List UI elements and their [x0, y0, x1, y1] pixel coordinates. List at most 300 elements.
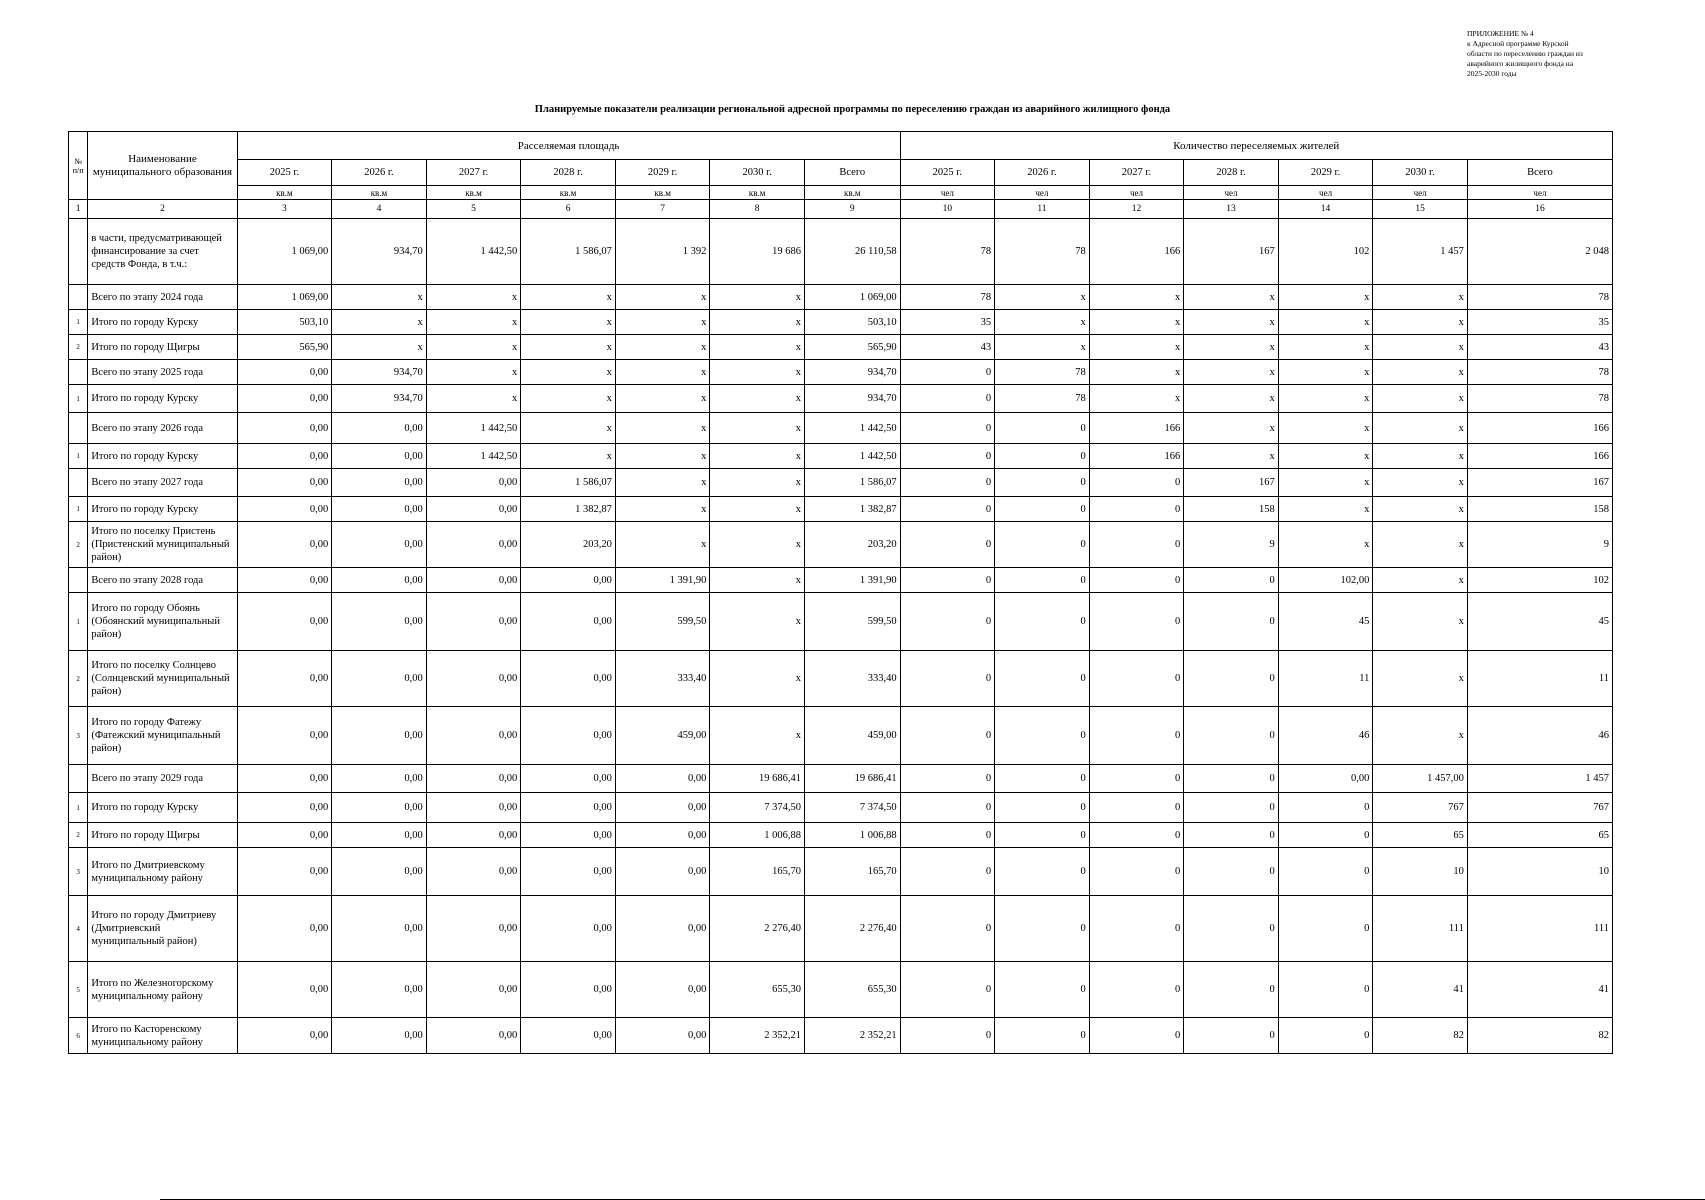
area-value-cell: 26 110,58	[804, 219, 900, 285]
people-value-cell: 158	[1184, 497, 1279, 522]
row-number: 1	[69, 793, 88, 823]
people-value-cell: 0	[900, 497, 995, 522]
table-row	[69, 568, 1613, 593]
people-value-cell: 1 457	[1467, 765, 1612, 793]
header-year: 2026 г.	[995, 160, 1090, 186]
area-value-cell: 0,00	[521, 1018, 616, 1054]
area-value-cell: 0,00	[426, 962, 521, 1018]
row-number	[69, 285, 88, 310]
area-value-cell: 0,00	[237, 385, 332, 413]
people-value-cell: x	[1278, 310, 1373, 335]
area-value-cell: 19 686,41	[710, 765, 805, 793]
people-value-cell: x	[1373, 444, 1468, 469]
area-value-cell: 0,00	[426, 765, 521, 793]
municipality-name: Итого по городу Курску	[88, 497, 237, 522]
area-value-cell: 0,00	[237, 568, 332, 593]
area-value-cell: x	[426, 360, 521, 385]
area-value-cell: 0,00	[521, 793, 616, 823]
header-year: 2025 г.	[237, 160, 332, 186]
area-value-cell: 165,70	[710, 848, 805, 896]
area-value-cell: 0,00	[332, 469, 427, 497]
indicators-table	[68, 131, 1613, 1054]
unit-people: чел	[995, 186, 1090, 200]
area-value-cell: x	[710, 469, 805, 497]
area-value-cell: 7 374,50	[710, 793, 805, 823]
unit-people: чел	[1278, 186, 1373, 200]
people-value-cell: x	[1278, 522, 1373, 568]
people-value-cell: 78	[1467, 285, 1612, 310]
municipality-name: Всего по этапу 2024 года	[88, 285, 237, 310]
area-value-cell: 0,00	[332, 522, 427, 568]
people-value-cell: x	[1373, 335, 1468, 360]
people-value-cell: x	[1373, 360, 1468, 385]
municipality-name: Итого по городу Курску	[88, 310, 237, 335]
area-value-cell: 2 276,40	[710, 896, 805, 962]
area-value-cell: 0,00	[426, 497, 521, 522]
area-value-cell: 19 686,41	[804, 765, 900, 793]
people-value-cell: 0	[995, 962, 1090, 1018]
municipality-name: в части, предусматривающей финансирование за счет средств Фонда, в т.ч.:	[88, 219, 237, 285]
people-value-cell: 11	[1278, 651, 1373, 707]
row-number: 1	[69, 497, 88, 522]
area-value-cell: x	[710, 285, 805, 310]
header-year: 2028 г.	[1184, 160, 1279, 186]
area-value-cell: 2 352,21	[710, 1018, 805, 1054]
area-value-cell: x	[426, 310, 521, 335]
people-value-cell: 0	[995, 497, 1090, 522]
unit-people: чел	[1467, 186, 1612, 200]
area-value-cell: 0,00	[332, 823, 427, 848]
municipality-name: Всего по этапу 2026 года	[88, 413, 237, 444]
row-number: 2	[69, 335, 88, 360]
people-value-cell: 111	[1467, 896, 1612, 962]
area-value-cell: x	[710, 335, 805, 360]
people-value-cell: x	[1373, 469, 1468, 497]
area-value-cell: 0,00	[332, 497, 427, 522]
row-number: 3	[69, 848, 88, 896]
people-value-cell: 11	[1467, 651, 1612, 707]
municipality-name: Итого по Касторенскому муниципальному району	[88, 1018, 237, 1054]
area-value-cell: 333,40	[615, 651, 710, 707]
header-year: 2030 г.	[1373, 160, 1468, 186]
area-value-cell: 0,00	[521, 593, 616, 651]
appendix-line: ПРИЛОЖЕНИЕ № 4	[1467, 29, 1534, 38]
area-value-cell: x	[615, 385, 710, 413]
area-value-cell: x	[615, 285, 710, 310]
people-value-cell: 0	[900, 823, 995, 848]
municipality-name: Всего по этапу 2025 года	[88, 360, 237, 385]
area-value-cell: 0,00	[615, 793, 710, 823]
people-value-cell: 0	[1278, 793, 1373, 823]
people-value-cell: 102,00	[1278, 568, 1373, 593]
people-value-cell: 166	[1467, 413, 1612, 444]
area-value-cell: x	[615, 444, 710, 469]
area-value-cell: 503,10	[804, 310, 900, 335]
table-row	[69, 522, 1613, 568]
area-value-cell: 0,00	[521, 848, 616, 896]
people-value-cell: 0	[995, 765, 1090, 793]
people-value-cell: 0	[1089, 823, 1184, 848]
area-value-cell: 503,10	[237, 310, 332, 335]
area-value-cell: 19 686	[710, 219, 805, 285]
area-value-cell: x	[710, 360, 805, 385]
table-row	[69, 497, 1613, 522]
row-number: 4	[69, 896, 88, 962]
municipality-name: Итого по поселку Пристень (Пристенский муниципальный район)	[88, 522, 237, 568]
header-year: 2029 г.	[1278, 160, 1373, 186]
area-value-cell: 1 442,50	[426, 413, 521, 444]
people-value-cell: x	[1089, 360, 1184, 385]
row-number: 2	[69, 522, 88, 568]
people-value-cell: 0	[1089, 522, 1184, 568]
area-value-cell: 0,00	[426, 593, 521, 651]
people-value-cell: 0	[995, 522, 1090, 568]
people-value-cell: 0	[1184, 1018, 1279, 1054]
people-value-cell: 82	[1467, 1018, 1612, 1054]
area-value-cell: 165,70	[804, 848, 900, 896]
column-number: 12	[1089, 200, 1184, 219]
people-value-cell: 0	[900, 793, 995, 823]
people-value-cell: x	[1089, 310, 1184, 335]
area-value-cell: 0,00	[332, 896, 427, 962]
area-value-cell: 0,00	[521, 707, 616, 765]
area-value-cell: 2 352,21	[804, 1018, 900, 1054]
people-value-cell: 0	[900, 765, 995, 793]
people-value-cell: 0	[900, 1018, 995, 1054]
area-value-cell: 0,00	[237, 1018, 332, 1054]
column-number: 11	[995, 200, 1090, 219]
row-number: 1	[69, 593, 88, 651]
area-value-cell: 0,00	[237, 522, 332, 568]
people-value-cell: x	[1184, 285, 1279, 310]
people-value-cell: 0	[1184, 568, 1279, 593]
area-value-cell: x	[521, 385, 616, 413]
area-value-cell: 1 586,07	[804, 469, 900, 497]
people-value-cell: 0	[900, 385, 995, 413]
people-value-cell: 0	[995, 444, 1090, 469]
people-value-cell: 10	[1467, 848, 1612, 896]
area-value-cell: 0,00	[237, 360, 332, 385]
table-row	[69, 335, 1613, 360]
area-value-cell: 0,00	[426, 848, 521, 896]
municipality-name: Итого по поселку Солнцево (Солнцевский муниципальный район)	[88, 651, 237, 707]
row-number: 1	[69, 385, 88, 413]
people-value-cell: x	[1184, 360, 1279, 385]
people-value-cell: 0	[1089, 848, 1184, 896]
area-value-cell: 1 382,87	[521, 497, 616, 522]
table-row	[69, 360, 1613, 385]
area-value-cell: x	[332, 285, 427, 310]
people-value-cell: 78	[995, 219, 1090, 285]
row-number: 6	[69, 1018, 88, 1054]
area-value-cell: 7 374,50	[804, 793, 900, 823]
area-value-cell: x	[710, 444, 805, 469]
people-value-cell: 0	[1089, 765, 1184, 793]
table-row	[69, 469, 1613, 497]
area-value-cell: 565,90	[804, 335, 900, 360]
area-value-cell: 0,00	[615, 823, 710, 848]
header-number: № п/п	[69, 132, 88, 200]
people-value-cell: 166	[1089, 444, 1184, 469]
people-value-cell: 0	[900, 360, 995, 385]
municipality-name: Итого по городу Курску	[88, 793, 237, 823]
area-value-cell: 0,00	[332, 593, 427, 651]
municipality-name: Итого по городу Щигры	[88, 823, 237, 848]
header-year: 2027 г.	[426, 160, 521, 186]
area-value-cell: 1 069,00	[237, 285, 332, 310]
people-value-cell: 0	[995, 793, 1090, 823]
people-value-cell: 102	[1278, 219, 1373, 285]
area-value-cell: 0,00	[237, 444, 332, 469]
people-value-cell: 166	[1467, 444, 1612, 469]
unit-area: кв.м	[237, 186, 332, 200]
people-value-cell: 0	[1184, 707, 1279, 765]
area-value-cell: 0,00	[521, 823, 616, 848]
unit-area: кв.м	[332, 186, 427, 200]
area-value-cell: 0,00	[332, 413, 427, 444]
people-value-cell: 0	[1089, 1018, 1184, 1054]
column-number: 5	[426, 200, 521, 219]
people-value-cell: 0	[1184, 765, 1279, 793]
unit-people: чел	[900, 186, 995, 200]
appendix-line: 2025-2030 годы	[1467, 69, 1517, 78]
area-value-cell: 0,00	[615, 848, 710, 896]
people-value-cell: 1 457,00	[1373, 765, 1468, 793]
area-value-cell: 1 391,90	[615, 568, 710, 593]
area-value-cell: 934,70	[332, 360, 427, 385]
area-value-cell: 1 006,88	[710, 823, 805, 848]
row-number: 2	[69, 823, 88, 848]
people-value-cell: 0	[995, 1018, 1090, 1054]
area-value-cell: 0,00	[332, 848, 427, 896]
area-value-cell: 0,00	[237, 793, 332, 823]
area-value-cell: 0,00	[332, 793, 427, 823]
area-value-cell: 0,00	[237, 707, 332, 765]
people-value-cell: 167	[1467, 469, 1612, 497]
people-value-cell: 0	[1184, 896, 1279, 962]
area-value-cell: 333,40	[804, 651, 900, 707]
unit-area: кв.м	[615, 186, 710, 200]
people-value-cell: 167	[1184, 219, 1279, 285]
area-value-cell: x	[710, 522, 805, 568]
people-value-cell: x	[1373, 651, 1468, 707]
area-value-cell: 0,00	[521, 962, 616, 1018]
column-number: 8	[710, 200, 805, 219]
column-number: 9	[804, 200, 900, 219]
area-value-cell: 0,00	[426, 707, 521, 765]
area-value-cell: 0,00	[426, 522, 521, 568]
people-value-cell: 0	[1089, 651, 1184, 707]
people-value-cell: x	[1373, 413, 1468, 444]
unit-area: кв.м	[426, 186, 521, 200]
municipality-name: Всего по этапу 2028 года	[88, 568, 237, 593]
people-value-cell: 0	[1278, 1018, 1373, 1054]
people-value-cell: 0	[995, 896, 1090, 962]
municipality-name: Итого по городу Щигры	[88, 335, 237, 360]
area-value-cell: x	[710, 413, 805, 444]
table-row	[69, 219, 1613, 285]
municipality-name: Всего по этапу 2029 года	[88, 765, 237, 793]
area-value-cell: 1 442,50	[426, 219, 521, 285]
area-value-cell: 0,00	[237, 469, 332, 497]
table-row	[69, 765, 1613, 793]
area-value-cell: x	[615, 522, 710, 568]
column-number: 10	[900, 200, 995, 219]
area-value-cell: x	[710, 651, 805, 707]
area-value-cell: 0,00	[426, 823, 521, 848]
municipality-name: Всего по этапу 2027 года	[88, 469, 237, 497]
area-value-cell: x	[615, 360, 710, 385]
area-value-cell: 0,00	[237, 823, 332, 848]
people-value-cell: 0	[995, 568, 1090, 593]
appendix-line: к Адресной программе Курской	[1467, 39, 1569, 48]
people-value-cell: 65	[1467, 823, 1612, 848]
people-value-cell: x	[1089, 285, 1184, 310]
people-value-cell: 0	[995, 469, 1090, 497]
people-value-cell: 78	[900, 285, 995, 310]
unit-people: чел	[1184, 186, 1279, 200]
people-value-cell: 0	[1278, 823, 1373, 848]
municipality-name: Итого по Дмитриевскому муниципальному району	[88, 848, 237, 896]
area-value-cell: x	[615, 497, 710, 522]
area-value-cell: 0,00	[237, 962, 332, 1018]
row-number	[69, 413, 88, 444]
header-year: 2028 г.	[521, 160, 616, 186]
municipality-name: Итого по городу Дмитриеву (Дмитриевский муниципальный район)	[88, 896, 237, 962]
people-value-cell: 0	[995, 413, 1090, 444]
area-value-cell: 0,00	[332, 962, 427, 1018]
people-value-cell: 45	[1278, 593, 1373, 651]
people-value-cell: x	[1278, 444, 1373, 469]
area-value-cell: 0,00	[332, 568, 427, 593]
unit-area: кв.м	[521, 186, 616, 200]
header-people-group: Количество переселяемых жителей	[900, 132, 1612, 160]
people-value-cell: 0	[1089, 497, 1184, 522]
municipality-name: Итого по Железногорскому муниципальному району	[88, 962, 237, 1018]
people-value-cell: x	[1184, 310, 1279, 335]
people-value-cell: 767	[1373, 793, 1468, 823]
area-value-cell: x	[710, 310, 805, 335]
row-number	[69, 568, 88, 593]
area-value-cell: 934,70	[332, 219, 427, 285]
unit-people: чел	[1373, 186, 1468, 200]
header-area-group: Расселяемая площадь	[237, 132, 900, 160]
column-number: 3	[237, 200, 332, 219]
people-value-cell: x	[1373, 285, 1468, 310]
table-row	[69, 310, 1613, 335]
people-value-cell: 0	[900, 469, 995, 497]
people-value-cell: 9	[1184, 522, 1279, 568]
area-value-cell: 0,00	[521, 896, 616, 962]
people-value-cell: x	[1278, 413, 1373, 444]
area-value-cell: 203,20	[804, 522, 900, 568]
row-number: 1	[69, 310, 88, 335]
people-value-cell: x	[995, 310, 1090, 335]
people-value-cell: 0	[995, 823, 1090, 848]
table-row	[69, 593, 1613, 651]
people-value-cell: 78	[995, 360, 1090, 385]
appendix-line: области по переселению граждан из	[1467, 49, 1583, 58]
people-value-cell: 166	[1089, 219, 1184, 285]
people-value-cell: x	[1373, 385, 1468, 413]
header-year: 2027 г.	[1089, 160, 1184, 186]
area-value-cell: x	[332, 335, 427, 360]
people-value-cell: 41	[1373, 962, 1468, 1018]
people-value-cell: x	[1184, 385, 1279, 413]
area-value-cell: 1 382,87	[804, 497, 900, 522]
unit-area: кв.м	[804, 186, 900, 200]
people-value-cell: 111	[1373, 896, 1468, 962]
area-value-cell: x	[426, 285, 521, 310]
area-value-cell: 459,00	[804, 707, 900, 765]
people-value-cell: x	[1278, 285, 1373, 310]
unit-people: чел	[1089, 186, 1184, 200]
row-number: 1	[69, 444, 88, 469]
header-year: 2026 г.	[332, 160, 427, 186]
header-total: Всего	[804, 160, 900, 186]
people-value-cell: 767	[1467, 793, 1612, 823]
area-value-cell: 1 586,07	[521, 469, 616, 497]
column-number: 13	[1184, 200, 1279, 219]
people-value-cell: 0	[995, 707, 1090, 765]
people-value-cell: 0	[900, 707, 995, 765]
column-number: 4	[332, 200, 427, 219]
municipality-name: Итого по городу Фатежу (Фатежский муниципальный район)	[88, 707, 237, 765]
people-value-cell: x	[1184, 413, 1279, 444]
people-value-cell: 0	[1089, 896, 1184, 962]
people-value-cell: x	[995, 335, 1090, 360]
area-value-cell: x	[615, 413, 710, 444]
area-value-cell: 1 442,50	[804, 444, 900, 469]
area-value-cell: x	[426, 335, 521, 360]
people-value-cell: 0	[1184, 962, 1279, 1018]
area-value-cell: 0,00	[237, 848, 332, 896]
area-value-cell: x	[615, 310, 710, 335]
people-value-cell: 0	[1089, 469, 1184, 497]
column-number: 7	[615, 200, 710, 219]
area-value-cell: 0,00	[426, 651, 521, 707]
row-number	[69, 219, 88, 285]
people-value-cell: 0	[900, 896, 995, 962]
people-value-cell: 78	[1467, 360, 1612, 385]
table-row	[69, 848, 1613, 896]
area-value-cell: 1 392	[615, 219, 710, 285]
area-value-cell: 0,00	[521, 765, 616, 793]
area-value-cell: 0,00	[615, 765, 710, 793]
table-row	[69, 962, 1613, 1018]
people-value-cell: 78	[995, 385, 1090, 413]
people-value-cell: 0	[900, 413, 995, 444]
people-value-cell: 9	[1467, 522, 1612, 568]
people-value-cell: 0	[1184, 593, 1279, 651]
people-value-cell: 0	[995, 593, 1090, 651]
area-value-cell: x	[521, 310, 616, 335]
area-value-cell: 0,00	[237, 497, 332, 522]
area-value-cell: 655,30	[804, 962, 900, 1018]
area-value-cell: 2 276,40	[804, 896, 900, 962]
header-year: 2030 г.	[710, 160, 805, 186]
people-value-cell: 35	[900, 310, 995, 335]
people-value-cell: 0	[900, 848, 995, 896]
table-row	[69, 823, 1613, 848]
area-value-cell: 565,90	[237, 335, 332, 360]
people-value-cell: 46	[1467, 707, 1612, 765]
people-value-cell: x	[1278, 469, 1373, 497]
people-value-cell: 0	[900, 444, 995, 469]
table-row	[69, 651, 1613, 707]
people-value-cell: 43	[1467, 335, 1612, 360]
area-value-cell: 0,00	[426, 896, 521, 962]
